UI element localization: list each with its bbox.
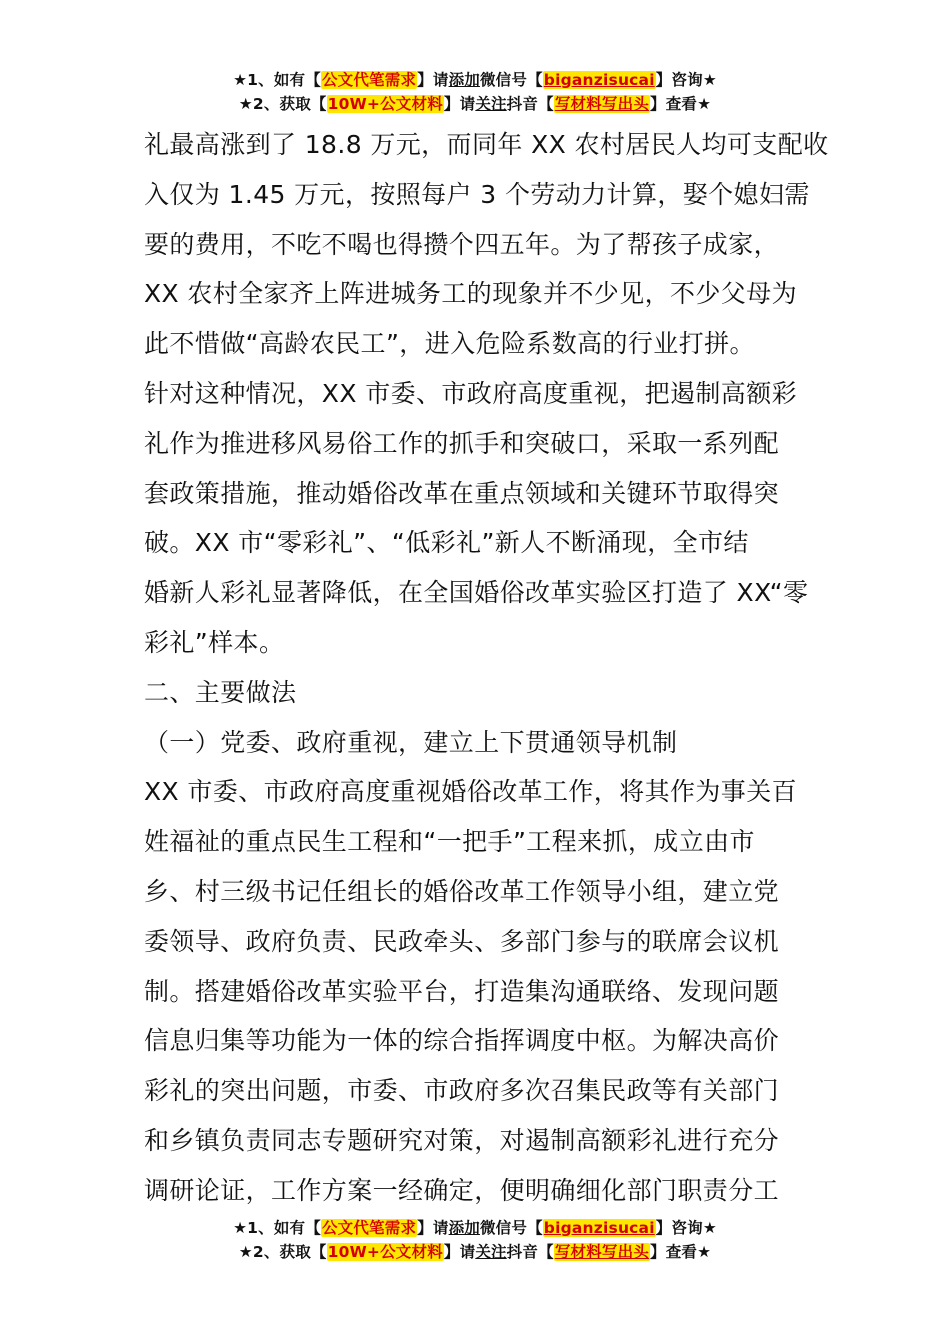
banner-text: 微信号【 — [479, 1219, 543, 1237]
banner-text: 】请 — [417, 71, 449, 89]
banner-highlight: 公文代笔需求 — [321, 1219, 417, 1237]
body-line: 此不惜做“高龄农民工”，进入危险系数高的行业打拼。 — [144, 329, 755, 359]
banner-text: 】咨询★ — [655, 1219, 717, 1237]
banner-underlined: 添加 — [448, 71, 480, 89]
banner-text: 】查看★ — [650, 1243, 712, 1261]
body-line: 委领导、政府负责、民政牵头、多部门参与的联席会议机 — [144, 926, 780, 956]
banner-highlight: 公文代笔需求 — [321, 71, 417, 89]
header-banner — [0, 68, 950, 116]
body-line: 彩礼的突出问题，市委、市政府多次召集民政等有关部门 — [144, 1076, 780, 1106]
body-line: 乡、村三级书记任组长的婚俗改革工作领导小组，建立党 — [144, 876, 780, 906]
banner-text: ★2、获取【 — [238, 1243, 327, 1261]
body-line: 要的费用，不吃不喝也得攒个四五年。为了帮孩子成家， — [144, 229, 780, 259]
section-heading: 二、主要做法 — [144, 677, 297, 707]
banner-highlight: 10W+公文材料 — [327, 1243, 443, 1261]
banner-line-2 — [0, 1240, 950, 1264]
body-line: 调研论证，工作方案一经确定，便明确细化部门职责分工 — [144, 1175, 780, 1205]
banner-text: 抖音【 — [506, 1243, 554, 1261]
banner-line-1 — [0, 1216, 950, 1240]
banner-line-1 — [0, 68, 950, 92]
banner-underlined: 添加 — [448, 1219, 480, 1237]
body-line: 信息归集等功能为一体的综合指挥调度中枢。为解决高价 — [144, 1026, 780, 1056]
body-line: 礼最高涨到了 18.8 万元，而同年 XX 农村居民人均可支配收 — [144, 130, 829, 159]
body-line: 套政策措施，推动婚俗改革在重点领域和关键环节取得突 — [144, 478, 780, 508]
banner-douyin-id: 写材料写出头 — [554, 95, 650, 113]
subsection-heading: （一）党委、政府重视，建立上下贯通领导机制 — [144, 727, 678, 757]
body-line: 婚新人彩礼显著降低，在全国婚俗改革实验区打造了 XX“零 — [144, 578, 809, 608]
banner-text: ★2、获取【 — [238, 95, 327, 113]
body-line: 针对这种情况，XX 市委、市政府高度重视，把遏制高额彩 — [144, 378, 798, 408]
body-line: 彩礼”样本。 — [144, 627, 285, 657]
banner-wechat-id: biganzisucai — [543, 71, 655, 89]
body-line: 和乡镇负责同志专题研究对策，对遏制高额彩礼进行充分 — [144, 1125, 780, 1155]
banner-text: 】请 — [417, 1219, 449, 1237]
banner-text: 抖音【 — [506, 95, 554, 113]
body-line: 制。搭建婚俗改革实验平台，打造集沟通联络、发现问题 — [144, 976, 780, 1006]
body-line: 入仅为 1.45 万元，按照每户 3 个劳动力计算，娶个媳妇需 — [144, 179, 810, 209]
body-line: 礼作为推进移风易俗工作的抓手和突破口，采取一系列配 — [144, 428, 780, 458]
banner-text: ★1、如有【 — [233, 71, 321, 89]
banner-text: ★1、如有【 — [233, 1219, 321, 1237]
body-line: 破。XX 市“零彩礼”、“低彩礼”新人不断涌现，全市结 — [144, 528, 749, 558]
banner-line-2 — [0, 92, 950, 116]
body-line: 姓福祉的重点民生工程和“一把手”工程来抓，成立由市 — [144, 827, 755, 857]
banner-highlight: 10W+公文材料 — [327, 95, 443, 113]
footer-banner — [0, 1216, 950, 1264]
body-line: XX 农村全家齐上阵进城务工的现象并不少见，不少父母为 — [144, 279, 798, 309]
banner-text: 】请 — [443, 1243, 476, 1261]
banner-text: 】查看★ — [650, 95, 712, 113]
banner-wechat-id: biganzisucai — [543, 1219, 655, 1237]
banner-underlined: 关注 — [475, 1243, 507, 1261]
banner-text: 】请 — [443, 95, 476, 113]
banner-underlined: 关注 — [475, 95, 507, 113]
banner-douyin-id: 写材料写出头 — [554, 1243, 650, 1261]
banner-text: 】咨询★ — [655, 71, 717, 89]
document-body — [144, 120, 834, 1216]
banner-text: 微信号【 — [479, 71, 543, 89]
body-line: XX 市委、市政府高度重视婚俗改革工作，将其作为事关百 — [144, 777, 798, 807]
